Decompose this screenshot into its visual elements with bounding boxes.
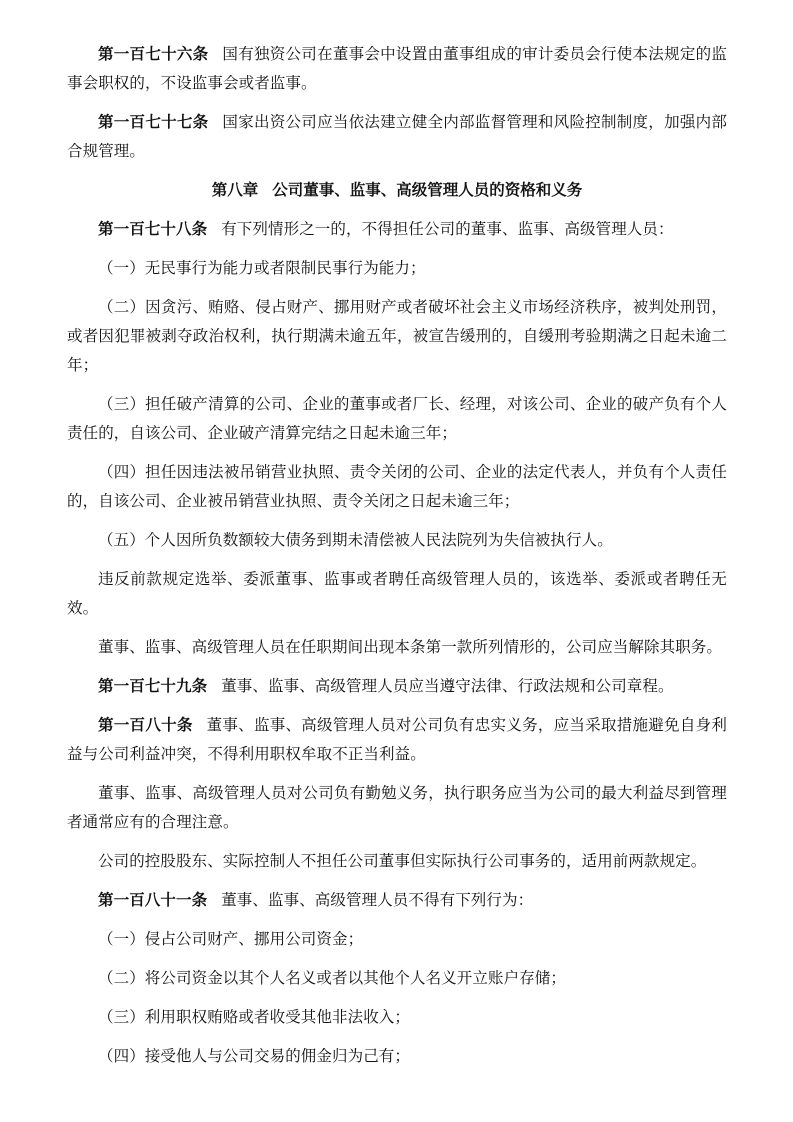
article-text: 有下列情形之一的，不得担任公司的董事、监事、高级管理人员： — [221, 220, 674, 238]
paragraph: 董事、监事、高级管理人员在任职期间出现本条第一款所列情形的，公司应当解除其职务。 — [98, 638, 723, 656]
chapter-heading — [67, 176, 727, 205]
article-number: 第一百七十八条 — [98, 220, 208, 238]
list-item: （三）担任破产清算的公司、企业的董事或者厂长、经理，对该公司、企业的破产负有个人责任的，自该公司、企业破产清算完结之日起未逾三年； — [67, 395, 727, 442]
article-number: 第一百八十一条 — [98, 891, 208, 909]
chapter-title: 公司董事、监事、高级管理人员的资格和义务 — [272, 181, 583, 199]
list-item: （四）担任因违法被吊销营业执照、责令关闭的公司、企业的法定代表人，并负有个人责任的，自该公司、企业被吊销营业执照、责令关闭之日起未逾三年； — [67, 463, 727, 510]
article-number: 第一百七十七条 — [98, 113, 209, 131]
list-item: （四）接受他人与公司交易的佣金归为己有； — [98, 1047, 411, 1065]
article-number: 第一百七十六条 — [98, 45, 209, 63]
article-text: 国家出资公司应当依法建立健全内部监督管理和风险控制制度，加强内部合规管理。 — [67, 113, 728, 160]
article-179 — [67, 672, 727, 701]
list-item: （二）将公司资金以其个人名义或者以其他个人名义开立账户存储； — [98, 969, 567, 987]
list-item: （一）无民事行为能力或者限制民事行为能力； — [98, 259, 426, 277]
article-176 — [67, 40, 727, 98]
chapter-number: 第八章 — [211, 181, 259, 199]
paragraph: 董事、监事、高级管理人员对公司负有勤勉义务，执行职务应当为公司的最大利益尽到管理者通常应有的合理注意。 — [67, 784, 727, 831]
article-number: 第一百八十条 — [98, 716, 193, 734]
list-item: （二）因贪污、贿赂、侵占财产、挪用财产或者破坏社会主义市场经济秩序，被判处刑罚，或者因犯罪被剥夺政治权利，执行期满未逾五年，被宣告缓刑的，自缓刑考验期满之日起未逾二年； — [67, 298, 727, 374]
list-item: （一）侵占公司财产、挪用公司资金； — [98, 930, 364, 948]
article-178 — [67, 215, 727, 244]
article-text: 董事、监事、高级管理人员不得有下列行为： — [221, 891, 534, 909]
article-number: 第一百七十九条 — [98, 677, 208, 695]
article-180 — [67, 711, 727, 769]
article-181 — [67, 886, 727, 915]
article-text: 董事、监事、高级管理人员对公司负有忠实义务，应当采取措施避免自身利益与公司利益冲突，不得利用职权牟取不正当利益。 — [67, 716, 727, 763]
paragraph: 违反前款规定选举、委派董事、监事或者聘任高级管理人员的，该选举、委派或者聘任无效。 — [67, 570, 727, 617]
paragraph: 公司的控股股东、实际控制人不担任公司董事但实际执行公司事务的，适用前两款规定。 — [98, 852, 707, 870]
document-page — [67, 40, 727, 1081]
list-item: （三）利用职权贿赂或者收受其他非法收入； — [98, 1008, 411, 1026]
article-177 — [67, 108, 727, 166]
article-text: 国有独资公司在董事会中设置由董事组成的审计委员会行使本法规定的监事会职权的，不设监事会或者监事。 — [67, 45, 728, 92]
article-text: 董事、监事、高级管理人员应当遵守法律、行政法规和公司章程。 — [221, 677, 674, 695]
list-item: （五）个人因所负数额较大债务到期未清偿被人民法院列为失信被执行人。 — [98, 531, 613, 549]
